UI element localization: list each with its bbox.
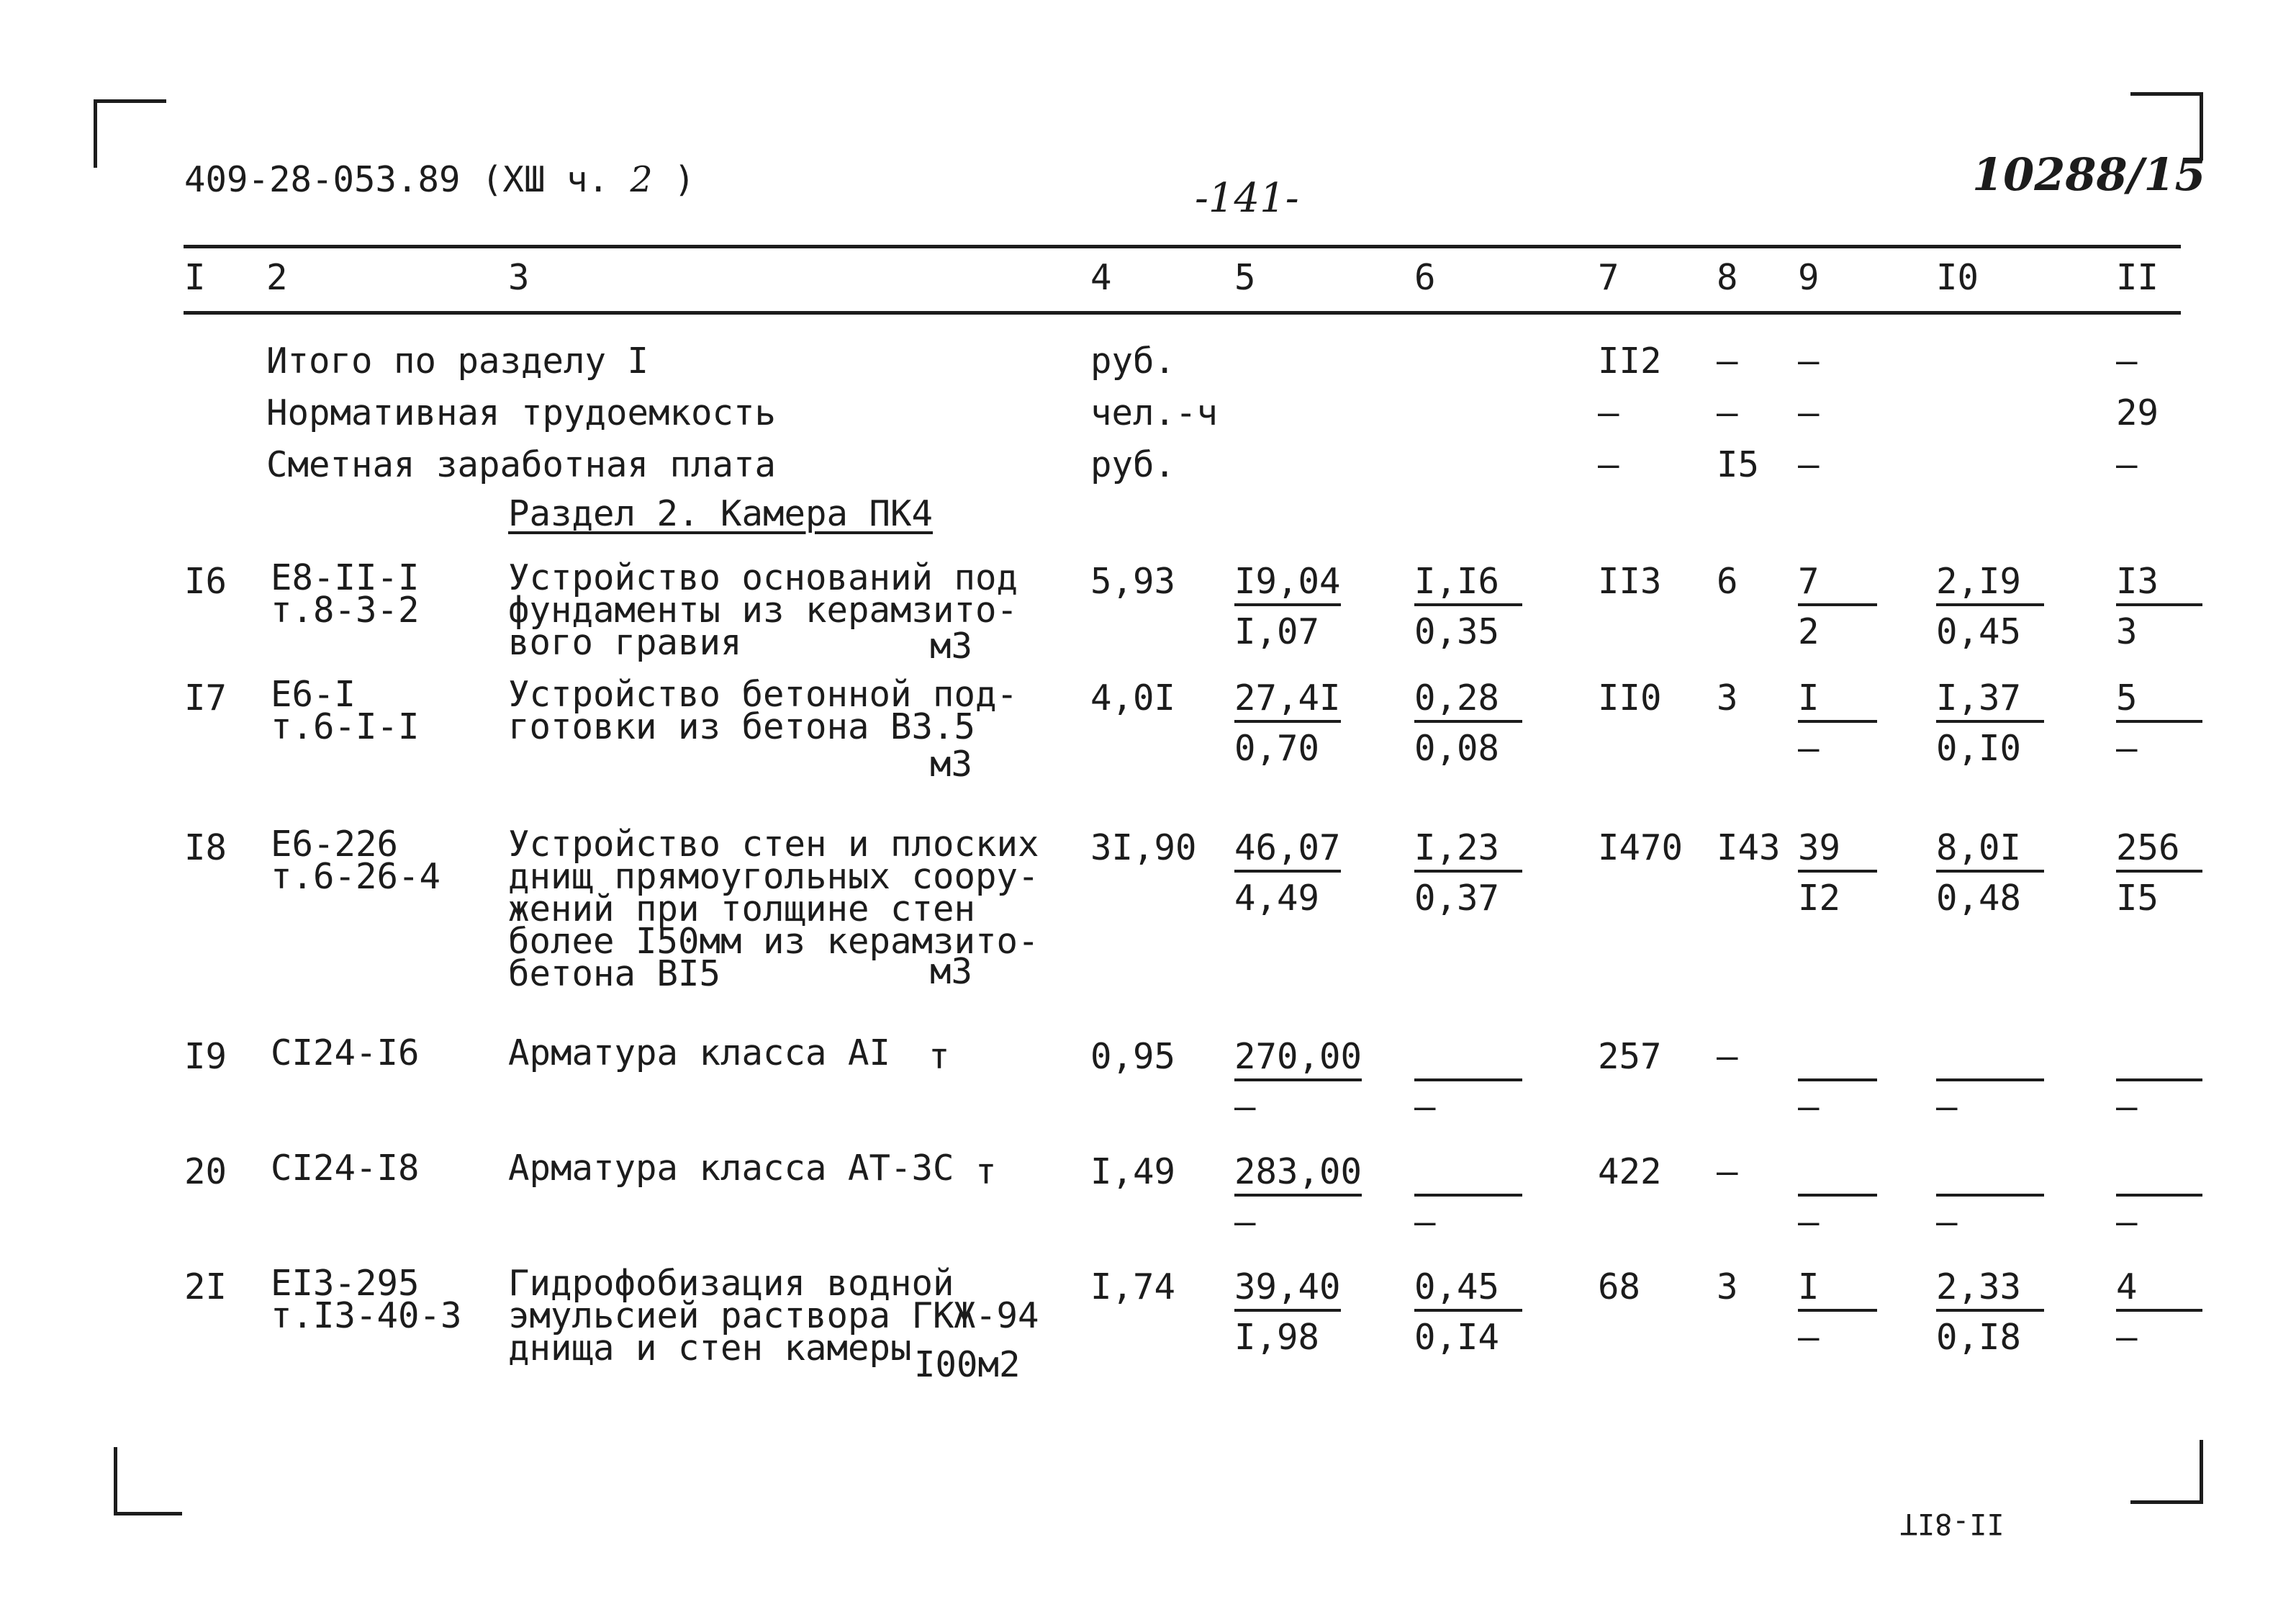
column-header-2: 2 xyxy=(266,257,288,298)
footer-mark: II-8IT xyxy=(1900,1507,2005,1540)
row-c5-top: 270,00 xyxy=(1234,1037,1362,1081)
row-c8: I43 xyxy=(1717,827,1781,868)
row-c9-top xyxy=(1798,1152,1877,1197)
corner-mark-bottom-right xyxy=(2130,1440,2203,1504)
row-c10-bottom: – xyxy=(1936,1086,1958,1127)
row-c9-bottom: 2 xyxy=(1798,611,1820,652)
row-c7: I470 xyxy=(1598,827,1683,868)
row-c5-top: 27,4I xyxy=(1234,678,1341,723)
row-c5-bottom: I,98 xyxy=(1234,1317,1320,1358)
row-c11-top xyxy=(2116,1037,2202,1081)
summary-c8: – xyxy=(1717,392,1738,433)
row-c5-top: 46,07 xyxy=(1234,828,1341,873)
summary-c7: – xyxy=(1598,392,1619,433)
row-c10-top: 2,I9 xyxy=(1936,562,2044,606)
row-c10-top xyxy=(1936,1152,2044,1197)
row-c11-bottom: – xyxy=(2116,1086,2138,1127)
summary-c11: 29 xyxy=(2116,392,2159,433)
row-code: Е8-II-I т.8-3-2 xyxy=(271,557,420,631)
row-c9-top: 39 xyxy=(1798,828,1877,873)
row-code: Е6-I т.6-I-I xyxy=(271,674,420,747)
column-header-4: 4 xyxy=(1090,257,1112,298)
row-c7: II3 xyxy=(1598,561,1662,602)
row-c10-top xyxy=(1936,1037,2044,1081)
row-c10-bottom: – xyxy=(1936,1202,1958,1243)
row-description: Устройство стен и плоских днищ прямоугольных соору- жений при толщине стен более I50мм из керамзито- бетона ВI5 xyxy=(508,824,1039,994)
row-c5-top: 283,00 xyxy=(1234,1152,1362,1197)
document-code-text: 409-28-053.89 (ХШ ч. xyxy=(184,159,631,200)
row-c6-bottom: – xyxy=(1414,1202,1436,1243)
row-unit: I00м2 xyxy=(914,1344,1021,1385)
row-number: I6 xyxy=(184,561,227,602)
summary-c11: – xyxy=(2116,341,2138,382)
row-c6-bottom: – xyxy=(1414,1086,1436,1127)
summary-c9: – xyxy=(1798,341,1820,382)
summary-label: Сметная заработная плата xyxy=(266,444,777,485)
row-code: ЕI3-295 т.I3-40-3 xyxy=(271,1263,462,1336)
row-c5-bottom: I,07 xyxy=(1234,611,1320,652)
row-quantity: 4,0I xyxy=(1090,677,1176,719)
row-description: Устройство оснований под фундаменты из керамзито- вого гравия xyxy=(508,557,1018,663)
row-c11-bottom: I5 xyxy=(2116,878,2159,919)
summary-c8: I5 xyxy=(1717,444,1760,485)
table-header-rule xyxy=(184,311,2181,315)
row-c6-bottom: 0,35 xyxy=(1414,611,1500,652)
row-c6-bottom: 0,37 xyxy=(1414,878,1500,919)
summary-c11: – xyxy=(2116,444,2138,485)
column-header-9: 9 xyxy=(1798,257,1820,298)
row-c5-top: I9,04 xyxy=(1234,562,1341,606)
row-c9-top: 7 xyxy=(1798,562,1877,606)
section-title: Раздел 2. Камера ПК4 xyxy=(508,493,934,534)
row-number: I9 xyxy=(184,1036,227,1077)
row-c5-bottom: 4,49 xyxy=(1234,878,1320,919)
row-number: 20 xyxy=(184,1151,227,1192)
row-c9-bottom: – xyxy=(1798,1317,1820,1358)
row-c7: II0 xyxy=(1598,677,1662,719)
row-c11-top xyxy=(2116,1152,2202,1197)
row-c6-top: I,I6 xyxy=(1414,562,1522,606)
row-c7: 257 xyxy=(1598,1036,1662,1077)
row-c10-bottom: 0,45 xyxy=(1936,611,2022,652)
row-unit: м3 xyxy=(930,744,973,785)
summary-unit: руб. xyxy=(1090,444,1176,485)
row-c10-bottom: 0,48 xyxy=(1936,878,2022,919)
document-part: 2 xyxy=(630,159,653,200)
row-c7: 68 xyxy=(1598,1266,1641,1307)
row-c5-bottom: – xyxy=(1234,1202,1256,1243)
summary-c7: – xyxy=(1598,444,1619,485)
column-header-5: 5 xyxy=(1234,257,1256,298)
table-top-rule xyxy=(184,245,2181,248)
row-c11-bottom: – xyxy=(2116,728,2138,769)
row-c10-top: 8,0I xyxy=(1936,828,2044,873)
summary-c8: – xyxy=(1717,341,1738,382)
row-c11-bottom: 3 xyxy=(2116,611,2138,652)
row-description: Устройство бетонной под- готовки из бетона В3.5 xyxy=(508,674,1018,747)
summary-label: Нормативная трудоемкость xyxy=(266,392,777,433)
row-c8: – xyxy=(1717,1151,1738,1192)
row-c9-bottom: – xyxy=(1798,728,1820,769)
row-c7: 422 xyxy=(1598,1151,1662,1192)
row-c9-bottom: – xyxy=(1798,1202,1820,1243)
row-c6-top: 0,45 xyxy=(1414,1267,1522,1312)
corner-mark-bottom-left xyxy=(114,1447,182,1515)
row-code: Е6-226 т.6-26-4 xyxy=(271,824,441,897)
page-number: -141- xyxy=(1195,175,1299,222)
column-header-8: 8 xyxy=(1717,257,1738,298)
summary-unit: руб. xyxy=(1090,341,1176,382)
row-c8: 6 xyxy=(1717,561,1738,602)
row-c10-bottom: 0,I0 xyxy=(1936,728,2022,769)
row-c9-top: I xyxy=(1798,1267,1877,1312)
row-c11-top: 5 xyxy=(2116,678,2202,723)
column-header-10: I0 xyxy=(1936,257,1979,298)
row-quantity: 3I,90 xyxy=(1090,827,1197,868)
row-c6-bottom: 0,I4 xyxy=(1414,1317,1500,1358)
column-header-7: 7 xyxy=(1598,257,1619,298)
row-c6-top xyxy=(1414,1152,1522,1197)
row-c6-top: I,23 xyxy=(1414,828,1522,873)
document-code-close: ) xyxy=(652,159,695,200)
archive-number: 10288/15 xyxy=(1972,148,2206,201)
row-c9-bottom: I2 xyxy=(1798,878,1841,919)
summary-c7: II2 xyxy=(1598,341,1662,382)
row-unit: м3 xyxy=(930,626,973,667)
row-c11-top: I3 xyxy=(2116,562,2202,606)
row-c6-top xyxy=(1414,1037,1522,1081)
row-number: I7 xyxy=(184,677,227,719)
row-c6-top: 0,28 xyxy=(1414,678,1522,723)
row-c5-bottom: 0,70 xyxy=(1234,728,1320,769)
row-c8: – xyxy=(1717,1036,1738,1077)
row-quantity: 5,93 xyxy=(1090,561,1176,602)
row-quantity: I,49 xyxy=(1090,1151,1176,1192)
document-code xyxy=(184,160,695,200)
row-unit: т xyxy=(975,1151,997,1192)
summary-c9: – xyxy=(1798,444,1820,485)
row-c8: 3 xyxy=(1717,677,1738,719)
row-c10-top: 2,33 xyxy=(1936,1267,2044,1312)
row-unit: т xyxy=(928,1036,950,1077)
row-description: Арматура класса АI xyxy=(508,1032,891,1073)
row-c6-bottom: 0,08 xyxy=(1414,728,1500,769)
row-quantity: 0,95 xyxy=(1090,1036,1176,1077)
row-c11-top: 256 xyxy=(2116,828,2202,873)
corner-mark-top-left xyxy=(94,99,166,168)
column-header-6: 6 xyxy=(1414,257,1436,298)
row-c11-bottom: – xyxy=(2116,1317,2138,1358)
row-unit: м3 xyxy=(930,951,973,992)
row-description: Арматура класса АТ-3С xyxy=(508,1148,954,1189)
row-code: СI24-I8 xyxy=(271,1148,420,1189)
row-c10-bottom: 0,I8 xyxy=(1936,1317,2022,1358)
row-c11-bottom: – xyxy=(2116,1202,2138,1243)
summary-label: Итого по разделу I xyxy=(266,341,649,382)
row-c10-top: I,37 xyxy=(1936,678,2044,723)
summary-unit: чел.-ч xyxy=(1090,392,1219,433)
row-description: Гидрофобизация водной эмульсией раствора ГКЖ-94 днища и стен камеры xyxy=(508,1263,1039,1369)
row-c5-top: 39,40 xyxy=(1234,1267,1341,1312)
row-number: 2I xyxy=(184,1266,227,1307)
row-number: I8 xyxy=(184,827,227,868)
column-header-3: 3 xyxy=(508,257,530,298)
row-c5-bottom: – xyxy=(1234,1086,1256,1127)
row-c11-top: 4 xyxy=(2116,1267,2202,1312)
row-quantity: I,74 xyxy=(1090,1266,1176,1307)
row-c9-top: I xyxy=(1798,678,1877,723)
row-c8: 3 xyxy=(1717,1266,1738,1307)
column-header-11: II xyxy=(2116,257,2159,298)
row-c9-top xyxy=(1798,1037,1877,1081)
summary-c9: – xyxy=(1798,392,1820,433)
row-c9-bottom: – xyxy=(1798,1086,1820,1127)
row-code: СI24-I6 xyxy=(271,1032,420,1073)
column-header-1: I xyxy=(184,257,206,298)
